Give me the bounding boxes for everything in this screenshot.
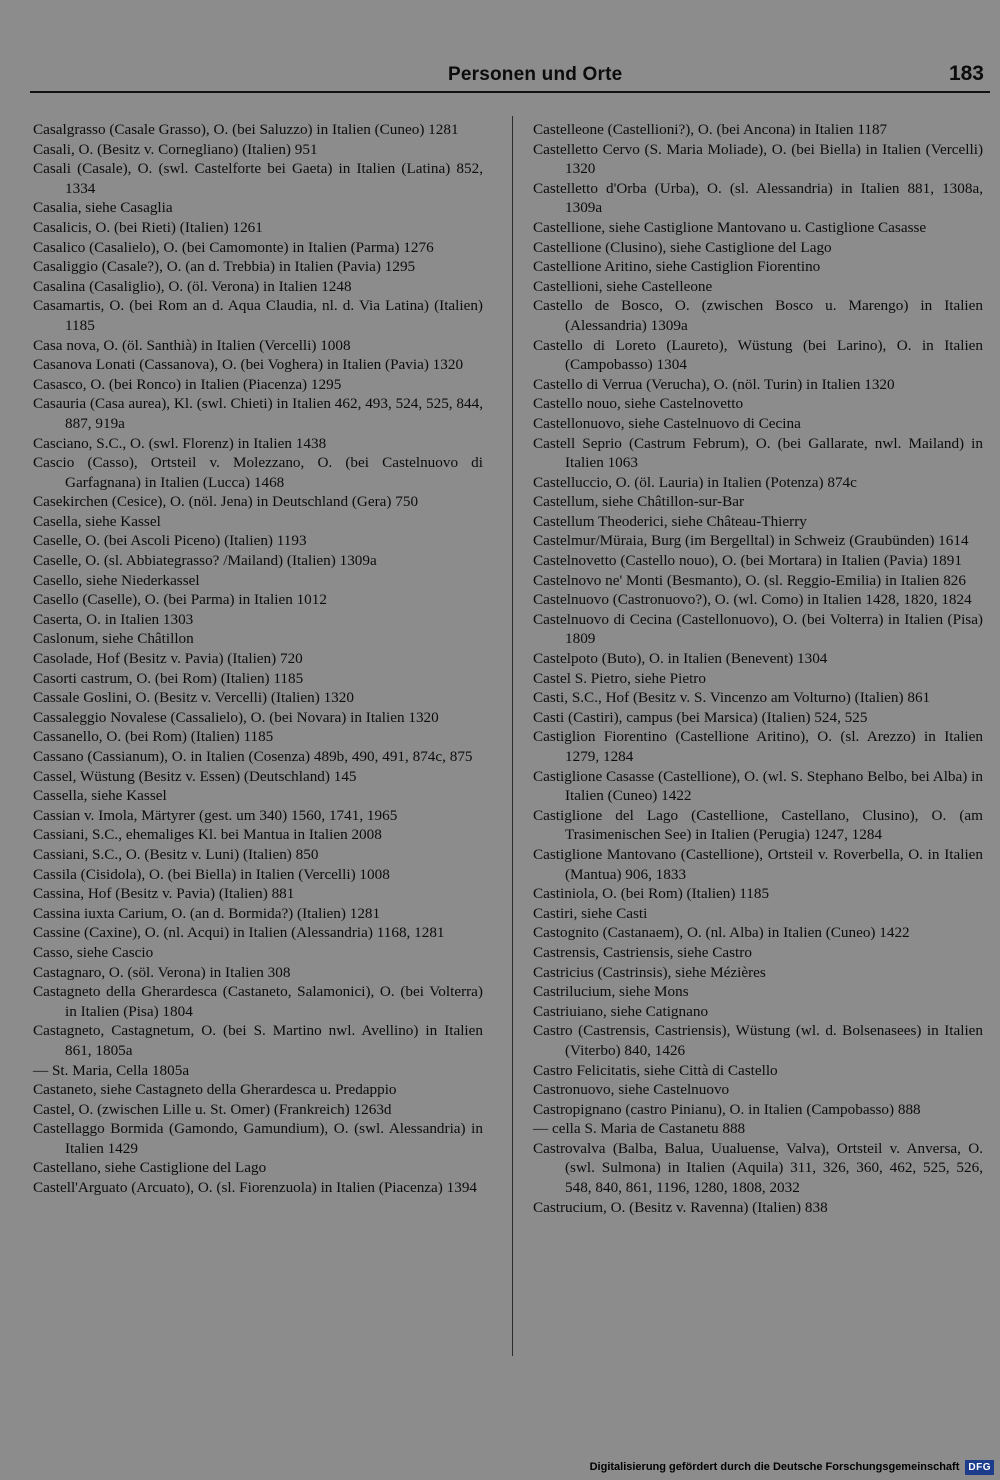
index-entry: Casolade, Hof (Besitz v. Pavia) (Italien) 720	[33, 650, 303, 668]
index-entry: Casorti castrum, O. (bei Rom) (Italien) 1185	[33, 669, 304, 687]
index-entry: Casalicis, O. (bei Rieti) (Italien) 1261	[33, 218, 263, 236]
index-entry: Castellaggo Bormida (Gamondo, Gamundium), O. (swl. Alessandria) in Italien 1429	[33, 1120, 483, 1157]
index-entry: — cella S. Maria de Castanetu 888	[533, 1120, 746, 1138]
index-entry: Castognito (Castanaem), O. (nl. Alba) in Italien (Cuneo) 1422	[533, 924, 910, 942]
index-entry: Castagneto, Castagnetum, O. (bei S. Martino nwl. Avellino) in Italien 861, 1805a	[33, 1022, 483, 1059]
index-entry: Cassanello, O. (bei Rom) (Italien) 1185	[33, 728, 274, 746]
index-entry: Casanova Lonati (Cassanova), O. (bei Voghera) in Italien (Pavia) 1320	[33, 356, 464, 374]
page-title: Personen und Orte	[448, 64, 623, 85]
index-entry: Caserta, O. in Italien 1303	[33, 610, 194, 628]
index-entry: Castelmur/Müraia, Burg (im Bergelltal) in Schweiz (Graubünden) 1614	[533, 532, 969, 550]
index-entry: Castell Seprio (Castrum Februm), O. (bei Gallarate, nwl. Mailand) in Italien 1063	[533, 434, 983, 472]
index-entry: Castiglion Fiorentino (Castellione Aritino), O. (sl. Arezzo) in Italien 1279, 1284	[533, 728, 983, 765]
index-entry: Castello nouo, siehe Castelnovetto	[533, 395, 744, 413]
index-entry: Castaneto, siehe Castagneto della Gherardesca u. Predappio	[33, 1081, 397, 1099]
index-entry: Casaliggio (Casale?), O. (an d. Trebbia) in Italien (Pavia) 1295	[33, 258, 416, 276]
index-entry: Casali, O. (Besitz v. Cornegliano) (Italien) 951	[33, 140, 318, 158]
index-entry: Cassiani, S.C., O. (Besitz v. Luni) (Italien) 850	[33, 845, 319, 863]
index-entry: Castrucium, O. (Besitz v. Ravenna) (Italien) 838	[533, 1198, 828, 1216]
index-entry: Castro Felicitatis, siehe Città di Castello	[533, 1061, 778, 1079]
index-entry: Casti, S.C., Hof (Besitz v. S. Vincenzo am Volturno) (Italien) 861	[533, 689, 931, 707]
index-entry: Casti (Castiri), campus (bei Marsica) (Italien) 524, 525	[533, 708, 868, 726]
index-entry: Cassiani, S.C., ehemaliges Kl. bei Mantua in Italien 2008	[33, 826, 382, 844]
index-entry: Castel, O. (zwischen Lille u. St. Omer) (Frankreich) 1263d	[33, 1100, 392, 1118]
index-entry: Casello, siehe Niederkassel	[33, 571, 200, 589]
index-entry: Casalina (Casaliglio), O. (öl. Verona) in Italien 1248	[33, 277, 352, 295]
index-entry: Castellano, siehe Castiglione del Lago	[33, 1159, 267, 1177]
page-header	[30, 58, 990, 92]
index-column-left	[33, 120, 483, 1198]
index-entry: Castellione, siehe Castiglione Mantovano u. Castiglione Casasse	[533, 218, 927, 236]
index-entry: Castellioni, siehe Castelleone	[533, 277, 713, 295]
index-entry: Casalgrasso (Casale Grasso), O. (bei Saluzzo) in Italien (Cuneo) 1281	[33, 121, 459, 138]
index-entry: — St. Maria, Cella 1805a	[33, 1061, 190, 1079]
index-entry: Casauria (Casa aurea), Kl. (swl. Chieti) in Italien 462, 493, 524, 525, 844, 887, 919a	[33, 395, 483, 432]
index-entry: Castelpoto (Buto), O. in Italien (Benevent) 1304	[533, 650, 828, 668]
index-entry: Castello de Bosco, O. (zwischen Bosco u. Marengo) in Italien (Alessandria) 1309a	[533, 297, 983, 334]
index-entry: Castellione Aritino, siehe Castiglion Fiorentino	[533, 258, 821, 276]
header-rule	[30, 91, 990, 93]
index-entry: Castelleone (Castellioni?), O. (bei Ancona) in Italien 1187	[533, 121, 888, 138]
index-entry: Castiglione Casasse (Castellione), O. (wl. S. Stephano Belbo, bei Alba) in Italien (Cuneo) 1422	[533, 767, 983, 805]
index-entry: Castricius (Castrinsis), siehe Mézières	[533, 963, 766, 981]
index-entry: Casella, siehe Kassel	[33, 512, 161, 530]
index-entry: Castrovalva (Balba, Balua, Uualuense, Valva), Ortsteil v. Anversa, O. (swl. Sulmona) in Italien (Aquila) 311, 326, 360, 462, 525, 526, 548, 840, 861, 1196, 1280, 1808, 2032	[533, 1139, 983, 1197]
index-entry: Castronuovo, siehe Castelnuovo	[533, 1081, 730, 1099]
index-entry: Castro (Castrensis, Castriensis), Wüstung (wl. d. Bolsenasees) in Italien (Viterbo) 840, 1426	[533, 1022, 983, 1059]
index-entry: Caselle, O. (bei Ascoli Piceno) (Italien) 1193	[33, 532, 307, 550]
index-entry: Castriuiano, siehe Catignano	[533, 1002, 709, 1020]
index-entry: Cassila (Cisidola), O. (bei Biella) in Italien (Vercelli) 1008	[33, 865, 390, 883]
index-entry: Castellione (Clusino), siehe Castiglione del Lago	[533, 238, 832, 256]
index-entry: Cassale Goslini, O. (Besitz v. Vercelli) (Italien) 1320	[33, 689, 354, 707]
index-entry: Casasco, O. (bei Ronco) in Italien (Piacenza) 1295	[33, 375, 342, 393]
index-entry: Castelnuovo (Castronuovo?), O. (wl. Como) in Italien 1428, 1820, 1824	[533, 591, 972, 609]
index-entry: Castello di Loreto (Laureto), Wüstung (bei Larino), O. in Italien (Campobasso) 1304	[533, 336, 983, 374]
index-entry: Cassian v. Imola, Märtyrer (gest. um 340) 1560, 1741, 1965	[33, 806, 398, 824]
index-entry: Casello (Caselle), O. (bei Parma) in Italien 1012	[33, 591, 327, 609]
index-entry: Casciano, S.C., O. (swl. Florenz) in Italien 1438	[33, 434, 327, 452]
page-number: 183	[948, 62, 984, 85]
index-entry: Casalico (Casalielo), O. (bei Camomonte) in Italien (Parma) 1276	[33, 238, 434, 256]
index-entry: Castrensis, Castriensis, siehe Castro	[533, 943, 752, 961]
index-entry: Castell'Arguato (Arcuato), O. (sl. Fiorenzuola) in Italien (Piacenza) 1394	[33, 1179, 478, 1197]
index-entry: Castellum Theoderici, siehe Château-Thierry	[533, 512, 807, 530]
index-entry: Castagneto della Gherardesca (Castaneto, Salamonici), O. (bei Volterra) in Italien (Pisa) 1804	[33, 983, 483, 1020]
index-entry: Casali (Casale), O. (swl. Castelforte bei Gaeta) in Italien (Latina) 852, 1334	[33, 160, 483, 197]
index-entry: Casamartis, O. (bei Rom an d. Aqua Claudia, nl. d. Via Latina) (Italien) 1185	[33, 297, 483, 334]
index-entry: Castel S. Pietro, siehe Pietro	[533, 669, 706, 687]
index-entry: Castelnovo ne' Monti (Besmanto), O. (sl. Reggio-Emilia) in Italien 826	[533, 571, 966, 589]
index-entry: Castrilucium, siehe Mons	[533, 983, 689, 1001]
index-entry: Cassano (Cassianum), O. in Italien (Cosenza) 489b, 490, 491, 874c, 875	[33, 748, 473, 765]
index-entry: Castelletto d'Orba (Urba), O. (sl. Alessandria) in Italien 881, 1308a, 1309a	[533, 179, 983, 217]
index-entry: Castiniola, O. (bei Rom) (Italien) 1185	[533, 885, 770, 903]
index-entry: Castelluccio, O. (öl. Lauria) in Italien (Potenza) 874c	[533, 473, 857, 491]
index-entry: Castiri, siehe Casti	[533, 904, 648, 922]
index-entry: Caslonum, siehe Châtillon	[33, 630, 194, 648]
index-entry: Castelnuovo di Cecina (Castellonuovo), O. (bei Volterra) in Italien (Pisa) 1809	[533, 610, 983, 648]
index-entry: Castiglione del Lago (Castellione, Castellano, Clusino), O. (am Trasimenischen See) in Italien (Perugia) 1247, 1284	[533, 806, 983, 844]
index-entry: Cascio (Casso), Ortsteil v. Molezzano, O. (bei Castelnuovo di Garfagnana) in Italien (Lucca) 1468	[33, 454, 483, 491]
footer	[590, 1458, 994, 1476]
index-entry: Cassina, Hof (Besitz v. Pavia) (Italien) 881	[33, 885, 295, 903]
index-entry: Cassaleggio Novalese (Cassalielo), O. (bei Novara) in Italien 1320	[33, 708, 439, 726]
index-entry: Castelnovetto (Castello nouo), O. (bei Mortara) in Italien (Pavia) 1891	[533, 552, 962, 570]
index-entry: Castello di Verrua (Verucha), O. (nöl. Turin) in Italien 1320	[533, 375, 895, 393]
column-divider	[512, 116, 513, 1356]
index-entry: Cassina iuxta Carium, O. (an d. Bormida?) (Italien) 1281	[33, 904, 381, 922]
index-entry: Cassel, Wüstung (Besitz v. Essen) (Deutschland) 145	[33, 767, 357, 785]
index-entry: Castiglione Mantovano (Castellione), Ortsteil v. Roverbella, O. in Italien (Mantua) 906, 1833	[533, 845, 983, 883]
index-entry: Caselle, O. (sl. Abbiategrasso? /Mailand) (Italien) 1309a	[33, 552, 377, 570]
index-entry: Castellonuovo, siehe Castelnuovo di Cecina	[533, 414, 801, 432]
index-entry: Casalia, siehe Casaglia	[33, 199, 173, 217]
index-entry: Casso, siehe Cascio	[33, 943, 154, 961]
index-entry: Castellum, siehe Châtillon-sur-Bar	[533, 493, 745, 511]
index-entry: Castropignano (castro Pinianu), O. in Italien (Campobasso) 888	[533, 1100, 921, 1118]
index-entry: Cassine (Caxine), O. (nl. Acqui) in Italien (Alessandria) 1168, 1281	[33, 924, 445, 942]
index-column-right	[533, 120, 983, 1217]
index-entry: Casekirchen (Cesice), O. (nöl. Jena) in Deutschland (Gera) 750	[33, 493, 419, 511]
index-entry: Castelletto Cervo (S. Maria Moliade), O. (bei Biella) in Italien (Vercelli) 1320	[533, 140, 983, 178]
index-entry: Cassella, siehe Kassel	[33, 787, 167, 805]
index-entry: Castagnaro, O. (söl. Verona) in Italien 308	[33, 963, 291, 981]
footer-funding-text: Digitalisierung gefördert durch die Deutsche Forschungsgemeinschaft	[589, 1461, 960, 1473]
dfg-logo-icon: DFG	[965, 1460, 994, 1475]
index-entry: Casa nova, O. (öl. Santhià) in Italien (Vercelli) 1008	[33, 336, 351, 354]
